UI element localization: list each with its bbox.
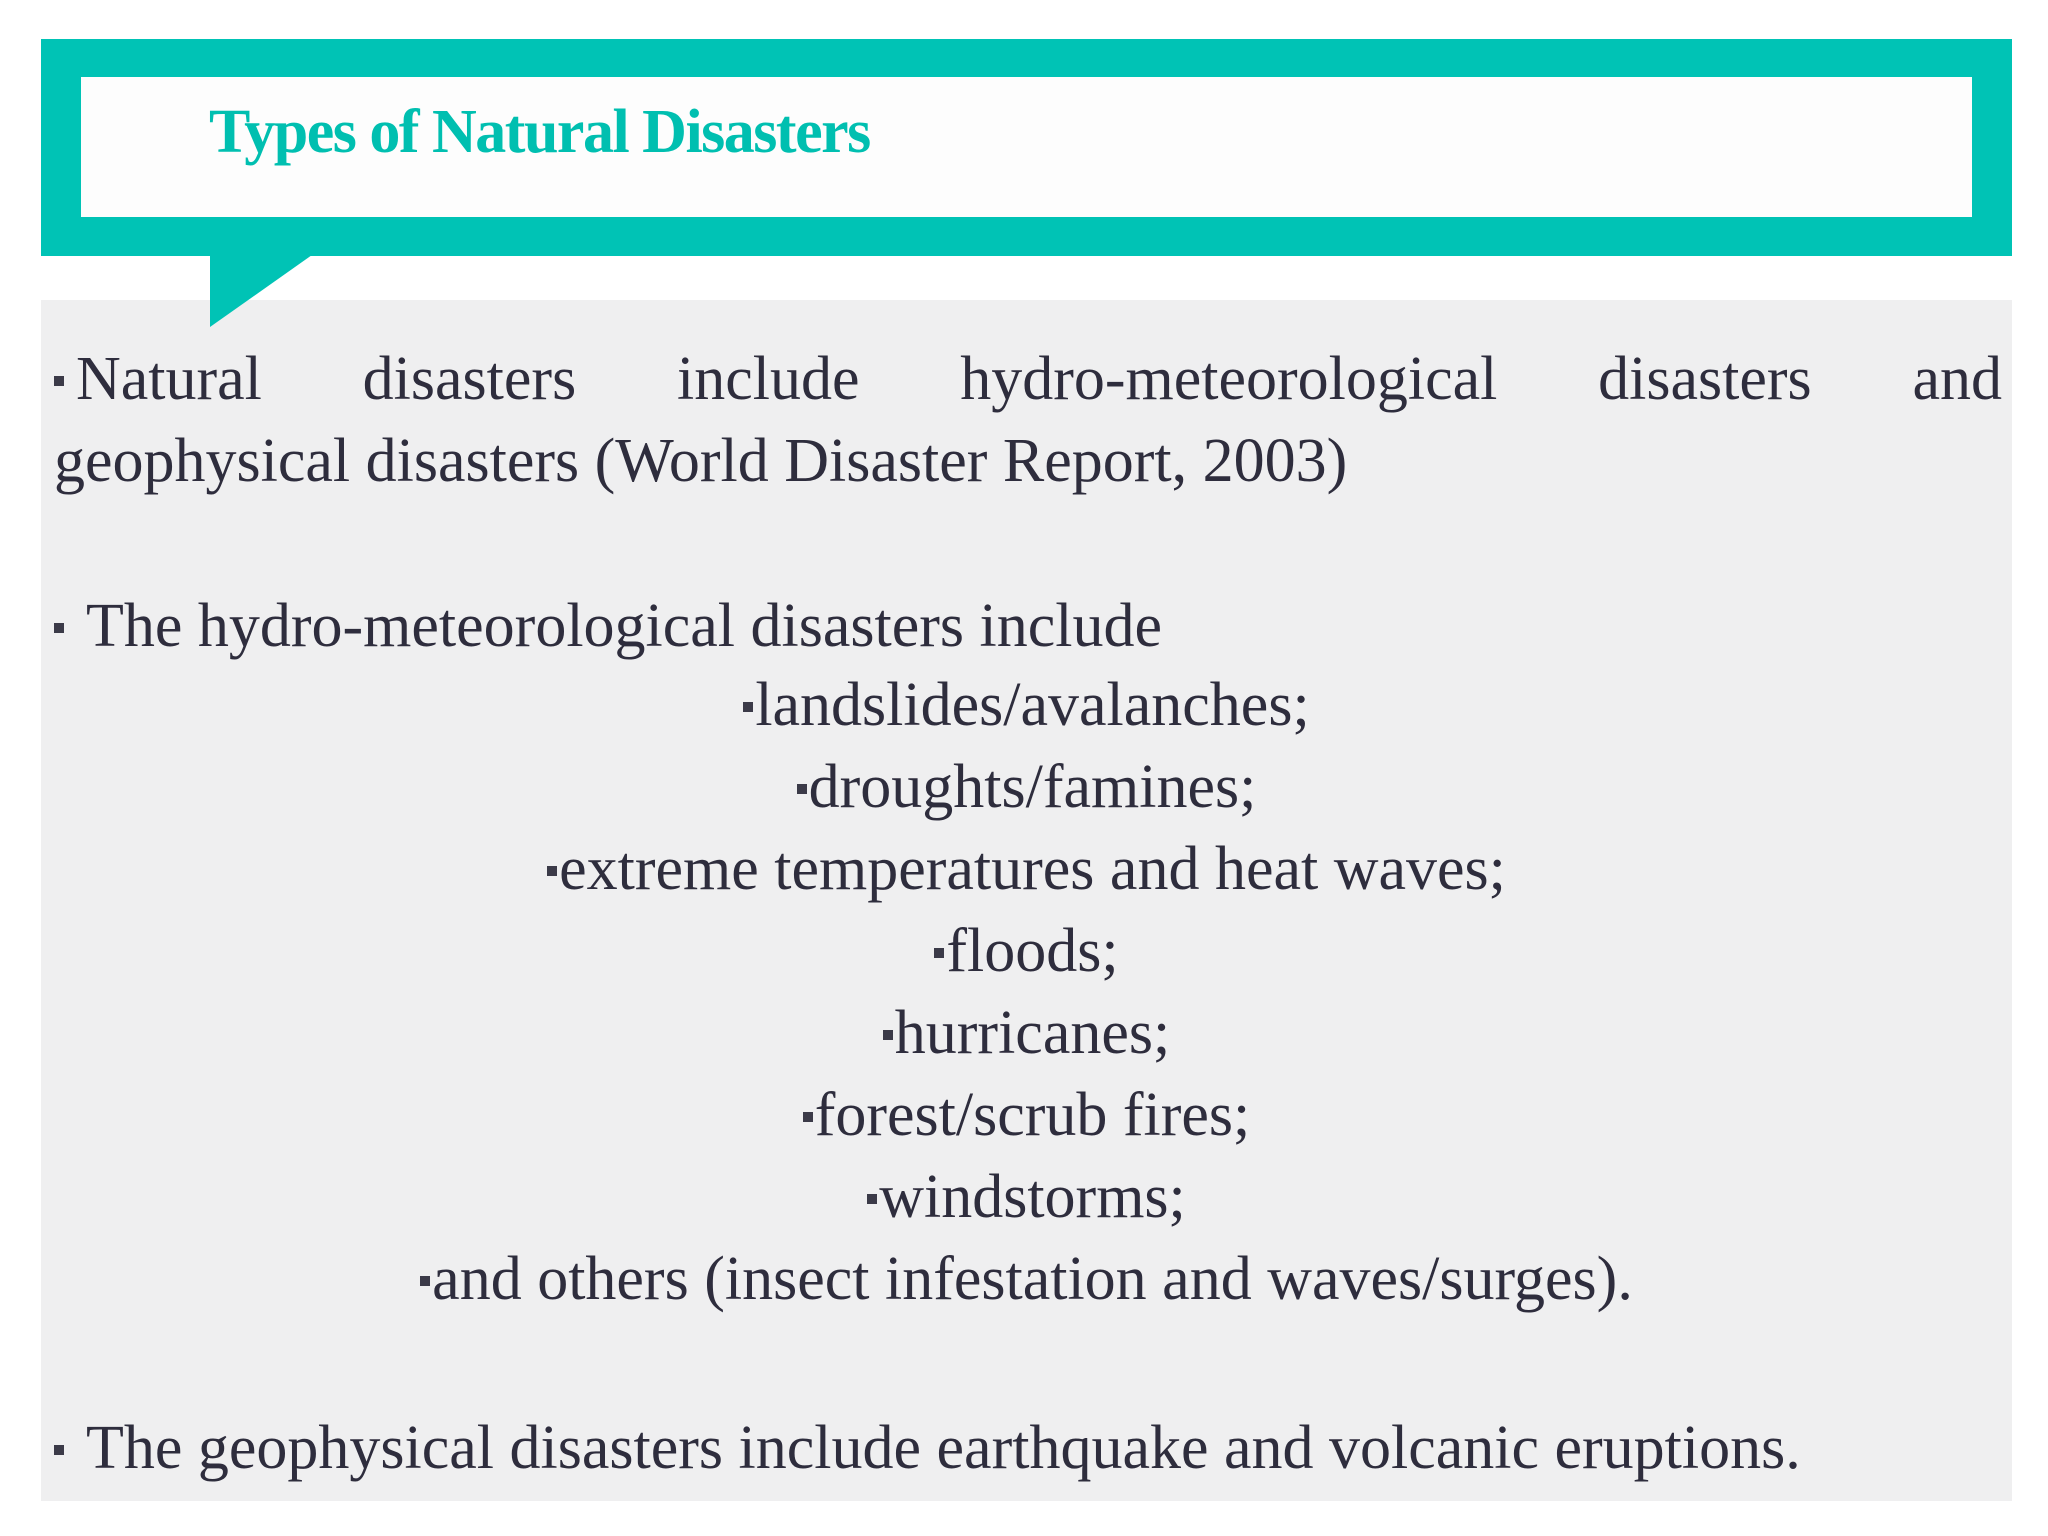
list-item-text: extreme temperatures and heat waves; xyxy=(559,835,1506,903)
square-bullet-icon xyxy=(743,702,753,712)
list-item xyxy=(41,664,2012,746)
list-item-text: floods; xyxy=(946,917,1119,985)
paragraph-2-text: The hydro-meteorological disasters include xyxy=(86,592,1163,660)
square-bullet-icon xyxy=(547,866,557,876)
list-item xyxy=(41,828,2012,910)
list-item-text: forest/scrub fires; xyxy=(814,1081,1251,1149)
square-bullet-icon xyxy=(54,1445,64,1455)
list-item-text: windstorms; xyxy=(879,1163,1186,1231)
square-bullet-icon xyxy=(883,1030,893,1040)
square-bullet-icon xyxy=(54,376,64,386)
paragraph-hydro-meteorological xyxy=(54,585,1162,667)
list-item-text: droughts/famines; xyxy=(808,753,1257,821)
hydro-disaster-list xyxy=(41,664,2012,1320)
square-bullet-icon xyxy=(934,948,944,958)
list-item-text: and others (insect infestation and waves/surges). xyxy=(432,1245,1633,1313)
paragraph-1-line-2: geophysical disasters (World Disaster Report, 2003) xyxy=(54,427,1348,495)
paragraph-geophysical xyxy=(54,1407,1801,1489)
list-item xyxy=(41,1074,2012,1156)
paragraph-1-line-1-text: Natural disasters include hydro-meteorological disasters and xyxy=(76,345,2002,413)
square-bullet-icon xyxy=(803,1112,813,1122)
callout-tail xyxy=(210,255,312,327)
slide-title: Types of Natural Disasters xyxy=(209,98,870,166)
title-frame xyxy=(41,39,2012,256)
square-bullet-icon xyxy=(867,1194,877,1204)
list-item xyxy=(41,1156,2012,1238)
list-item-text: hurricanes; xyxy=(894,999,1171,1067)
list-item-text: landslides/avalanches; xyxy=(755,671,1310,739)
list-item xyxy=(41,910,2012,992)
square-bullet-icon xyxy=(797,784,807,794)
list-item xyxy=(41,992,2012,1074)
square-bullet-icon xyxy=(54,623,64,633)
list-item xyxy=(41,746,2012,828)
paragraph-1-line-1 xyxy=(54,338,2002,420)
list-item xyxy=(41,1238,2012,1320)
square-bullet-icon xyxy=(420,1276,430,1286)
paragraph-3-text: The geophysical disasters include earthquake and volcanic eruptions. xyxy=(86,1414,1801,1482)
paragraph-natural-disasters xyxy=(54,338,2002,502)
